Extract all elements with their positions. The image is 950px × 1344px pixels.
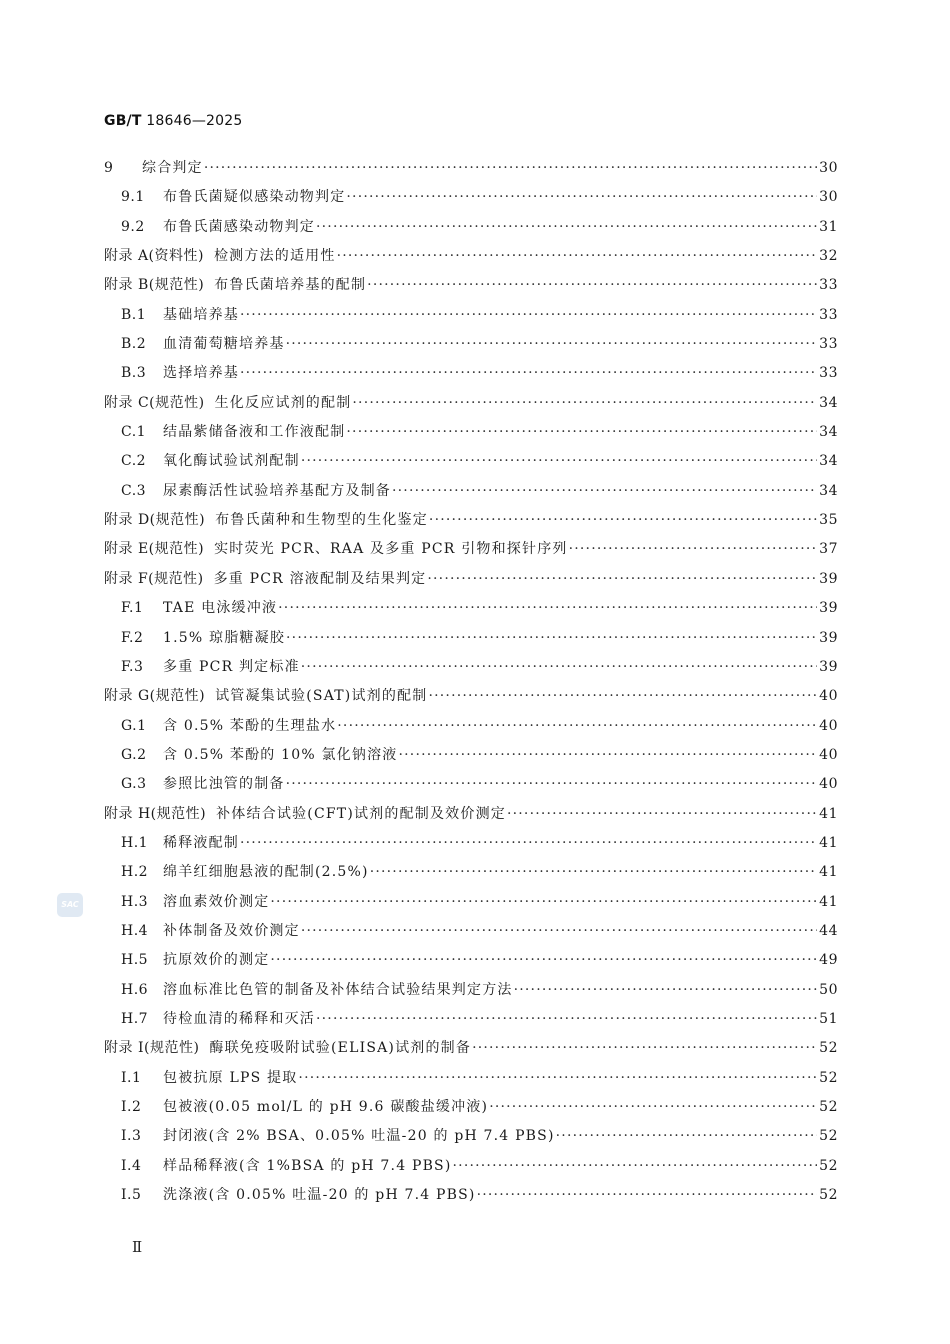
toc-entry-page: 50 — [819, 981, 838, 998]
toc-entry-number: I.1 — [121, 1069, 142, 1086]
toc-entry-number: 附录 A(资料性) — [104, 248, 204, 265]
toc-entry-title: 氧化酶试验试剂配制 — [163, 453, 300, 470]
toc-dot-leader — [270, 888, 817, 917]
toc-entry-number: I.2 — [121, 1099, 142, 1115]
toc-dot-leader — [301, 917, 817, 946]
toc-subentry[interactable] — [104, 1005, 838, 1034]
toc-dot-leader — [337, 242, 818, 271]
toc-dot-leader — [399, 741, 818, 770]
toc-entry-number: H.5 — [121, 952, 149, 969]
toc-entry[interactable] — [104, 535, 838, 564]
toc-subentry[interactable] — [104, 418, 838, 447]
toc-dot-leader — [316, 1005, 817, 1034]
toc-dot-leader — [429, 506, 817, 535]
toc-dot-leader — [286, 624, 817, 653]
document-header — [104, 113, 242, 129]
toc-entry-page: 31 — [819, 218, 838, 235]
toc-entry-page: 33 — [819, 277, 838, 294]
toc-entry-number: 附录 I(规范性) — [104, 1040, 200, 1057]
toc-entry-title: 实时荧光 PCR、RAA 及多重 PCR 引物和探针序列 — [214, 541, 568, 558]
toc-entry[interactable] — [104, 271, 838, 300]
standard-prefix: GB/T — [104, 113, 142, 129]
toc-entry-page: 33 — [819, 306, 838, 323]
toc-entry-page: 30 — [819, 160, 838, 176]
toc-entry-number: 附录 B(规范性) — [104, 277, 205, 294]
toc-entry-title: 布鲁氏菌培养基的配制 — [214, 277, 367, 294]
toc-entry-number: F.2 — [121, 629, 144, 646]
toc-entry-number: B.3 — [121, 365, 147, 382]
toc-dot-leader — [301, 447, 817, 476]
toc-entry-number: G.1 — [121, 717, 147, 734]
toc-entry-title: 包被液(0.05 mol/L 的 pH 9.6 碳酸盐缓冲液) — [163, 1099, 489, 1115]
toc-entry-number: F.3 — [121, 658, 144, 675]
toc-entry-title: 稀释液配制 — [163, 834, 239, 851]
toc-entry-title: 选择培养基 — [163, 365, 239, 382]
toc-dot-leader — [337, 712, 817, 741]
toc-subentry[interactable] — [104, 770, 838, 799]
toc-dot-leader — [569, 535, 818, 564]
toc-entry-page: 49 — [819, 952, 838, 969]
toc-entry-page: 52 — [819, 1040, 838, 1057]
toc-dot-leader — [346, 183, 817, 212]
toc-subentry[interactable] — [104, 946, 838, 975]
toc-subentry[interactable] — [104, 976, 838, 1005]
toc-subentry[interactable] — [104, 1152, 838, 1181]
toc-entry-page: 34 — [819, 482, 838, 499]
toc-entry-title: 酶联免疫吸附试验(ELISA)试剂的制备 — [209, 1040, 472, 1057]
toc-dot-leader — [370, 858, 817, 887]
toc-entry-number: 9.1 — [121, 189, 145, 206]
toc-entry[interactable] — [104, 800, 838, 829]
toc-entry-number: H.6 — [121, 981, 149, 998]
toc-entry-number: C.1 — [121, 424, 147, 441]
toc-entry-title: 试管凝集试验(SAT)试剂的配制 — [215, 688, 428, 705]
toc-entry-title: 待检血清的稀释和灭活 — [163, 1010, 315, 1027]
toc-subentry[interactable] — [104, 1122, 838, 1151]
toc-subentry[interactable] — [104, 917, 838, 946]
toc-entry-page: 41 — [819, 893, 838, 910]
toc-entry-page: 39 — [819, 600, 838, 617]
toc-entry-page: 34 — [819, 394, 838, 411]
toc-entry[interactable] — [104, 389, 838, 418]
toc-entry-number: 附录 D(规范性) — [104, 512, 206, 529]
toc-entry-page: 39 — [819, 658, 838, 675]
toc-entry-page: 34 — [819, 424, 838, 441]
toc-entry-page: 34 — [819, 453, 838, 470]
toc-dot-leader — [428, 682, 817, 711]
toc-entry-page: 52 — [819, 1128, 838, 1145]
toc-entry-number: I.5 — [121, 1187, 142, 1204]
toc-entry-title: 含 0.5% 苯酚的生理盐水 — [163, 717, 337, 734]
toc-subentry[interactable] — [104, 624, 838, 653]
toc-subentry[interactable] — [104, 330, 838, 359]
toc-entry[interactable] — [104, 1034, 838, 1063]
toc-entry-title: 溶血素效价测定 — [163, 893, 270, 910]
toc-entry-title: 检测方法的适用性 — [213, 248, 336, 265]
toc-dot-leader — [453, 1152, 818, 1181]
toc-subentry[interactable] — [104, 1181, 838, 1210]
toc-subentry[interactable] — [104, 213, 838, 242]
toc-entry-title: 布鲁氏菌种和生物型的生化鉴定 — [215, 512, 428, 529]
toc-entry-title: 参照比浊管的制备 — [163, 776, 285, 793]
toc-entry-title: 血清葡萄糖培养基 — [163, 336, 285, 353]
toc-entry-page: 40 — [819, 776, 838, 793]
toc-dot-leader — [556, 1122, 818, 1151]
toc-dot-leader — [472, 1034, 817, 1063]
toc-entry-title: 含 0.5% 苯酚的 10% 氯化钠溶液 — [163, 746, 398, 763]
toc-entry-page: 52 — [819, 1187, 838, 1204]
toc-subentry[interactable] — [104, 741, 838, 770]
standard-number: 18646—2025 — [146, 113, 243, 129]
toc-entry-page: 35 — [819, 512, 838, 529]
toc-entry-number: B.2 — [121, 336, 147, 353]
toc-entry-number: H.1 — [121, 834, 149, 851]
toc-dot-leader — [477, 1181, 818, 1210]
toc-entry-page: 52 — [819, 1069, 838, 1086]
toc-entry-page: 41 — [819, 864, 838, 881]
toc-subentry[interactable] — [104, 712, 838, 741]
toc-entry-title: 1.5% 琼脂糖凝胶 — [163, 629, 286, 646]
toc-subentry[interactable] — [104, 183, 838, 212]
toc-dot-leader — [392, 477, 817, 506]
toc-subentry[interactable] — [104, 477, 838, 506]
toc-entry-number: 9 — [104, 160, 114, 176]
toc-entry-page: 52 — [819, 1157, 838, 1174]
toc-entry-number: 9.2 — [121, 218, 145, 235]
toc-entry-number: G.3 — [121, 776, 147, 793]
toc-dot-leader — [514, 976, 818, 1005]
toc-dot-leader — [352, 389, 817, 418]
toc-entry-title: 洗涤液(含 0.05% 吐温-20 的 pH 7.4 PBS) — [163, 1187, 476, 1204]
toc-dot-leader — [489, 1093, 817, 1122]
toc-entry-number: I.3 — [121, 1128, 142, 1145]
toc-dot-leader — [367, 271, 817, 300]
toc-entry-page: 40 — [819, 746, 838, 763]
toc-dot-leader — [286, 330, 818, 359]
toc-entry-number: 附录 H(规范性) — [104, 805, 207, 822]
toc-entry-page: 41 — [819, 834, 838, 851]
toc-entry-page: 33 — [819, 336, 838, 353]
toc-dot-leader — [316, 213, 817, 242]
toc-dot-leader — [204, 154, 817, 183]
toc-entry-title: 尿素酶活性试验培养基配方及制备 — [163, 482, 391, 499]
toc-entry-page: 39 — [819, 629, 838, 646]
page-number: Ⅱ — [132, 1238, 143, 1256]
toc-entry-page: 40 — [819, 688, 838, 705]
toc-dot-leader — [240, 359, 817, 388]
toc-entry-title: 溶血标准比色管的制备及补体结合试验结果判定方法 — [163, 981, 513, 998]
toc-subentry[interactable] — [104, 1093, 838, 1122]
toc-dot-leader — [240, 301, 817, 330]
toc-entry-page: 33 — [819, 365, 838, 382]
toc-entry[interactable] — [104, 565, 838, 594]
toc-entry-number: 附录 F(规范性) — [104, 570, 204, 587]
toc-subentry[interactable] — [104, 888, 838, 917]
toc-dot-leader — [507, 800, 817, 829]
toc-subentry[interactable] — [104, 858, 838, 887]
toc-entry-title: 基础培养基 — [163, 306, 239, 323]
toc-entry-title: 包被抗原 LPS 提取 — [163, 1069, 298, 1086]
toc-dot-leader — [278, 594, 817, 623]
toc-entry-number: B.1 — [121, 306, 147, 323]
toc-entry-title: 抗原效价的测定 — [163, 952, 270, 969]
toc-subentry[interactable] — [104, 829, 838, 858]
toc-entry[interactable] — [104, 242, 838, 271]
toc-entry-title: 布鲁氏菌感染动物判定 — [163, 218, 315, 235]
toc-entry-page: 52 — [819, 1099, 838, 1115]
toc-entry-number: H.2 — [121, 864, 149, 881]
toc-entry-title: 布鲁氏菌疑似感染动物判定 — [163, 189, 346, 206]
toc-entry-number: G.2 — [121, 746, 147, 763]
toc-dot-leader — [240, 829, 817, 858]
toc-entry-page: 32 — [819, 248, 838, 265]
toc-entry-title: 绵羊红细胞悬液的配制(2.5%) — [163, 864, 369, 881]
toc-entry-page: 44 — [819, 922, 838, 939]
toc-dot-leader — [298, 1064, 817, 1093]
toc-entry-number: C.2 — [121, 453, 147, 470]
toc-dot-leader — [346, 418, 817, 447]
toc-entry-number: 附录 C(规范性) — [104, 394, 205, 411]
toc-dot-leader — [286, 770, 818, 799]
toc-subentry[interactable] — [104, 359, 838, 388]
sac-watermark-logo: SAC — [57, 893, 83, 917]
toc-entry-number: I.4 — [121, 1157, 142, 1174]
toc-entry-number: H.3 — [121, 893, 149, 910]
toc-entry-title: 多重 PCR 溶液配制及结果判定 — [213, 570, 427, 587]
toc-dot-leader — [427, 565, 817, 594]
toc-dot-leader — [301, 653, 817, 682]
toc-entry-page: 41 — [819, 805, 838, 822]
toc-subentry[interactable] — [104, 301, 838, 330]
toc-entry-number: C.3 — [121, 482, 147, 499]
toc-dot-leader — [270, 946, 817, 975]
toc-entry-page: 30 — [819, 189, 838, 206]
toc-entry-title: 补体结合试验(CFT)试剂的配制及效价测定 — [216, 805, 506, 822]
toc-entry[interactable] — [104, 506, 838, 535]
toc-subentry[interactable] — [104, 653, 838, 682]
toc-entry[interactable] — [104, 154, 838, 183]
toc-entry-title: 综合判定 — [142, 160, 203, 176]
toc-entry-title: 多重 PCR 判定标准 — [163, 658, 300, 675]
table-of-contents — [104, 154, 838, 1210]
toc-entry-title: TAE 电泳缓冲液 — [163, 600, 278, 617]
toc-entry-title: 结晶紫储备液和工作液配制 — [163, 424, 346, 441]
toc-entry-number: H.4 — [121, 922, 149, 939]
toc-entry-number: 附录 G(规范性) — [104, 688, 206, 705]
toc-entry-page: 37 — [819, 541, 838, 558]
toc-entry-title: 样品稀释液(含 1%BSA 的 pH 7.4 PBS) — [163, 1157, 452, 1174]
toc-entry-title: 生化反应试剂的配制 — [214, 394, 352, 411]
toc-subentry[interactable] — [104, 1064, 838, 1093]
toc-entry-page: 40 — [819, 717, 838, 734]
toc-entry-page: 51 — [819, 1010, 838, 1027]
toc-entry-number: F.1 — [121, 600, 144, 617]
toc-subentry[interactable] — [104, 447, 838, 476]
toc-entry-number: 附录 E(规范性) — [104, 541, 205, 558]
toc-entry-title: 封闭液(含 2% BSA、0.05% 吐温-20 的 pH 7.4 PBS) — [163, 1128, 555, 1145]
toc-entry-title: 补体制备及效价测定 — [163, 922, 300, 939]
toc-entry[interactable] — [104, 682, 838, 711]
toc-entry-page: 39 — [819, 570, 838, 587]
toc-entry-number: H.7 — [121, 1010, 149, 1027]
toc-subentry[interactable] — [104, 594, 838, 623]
